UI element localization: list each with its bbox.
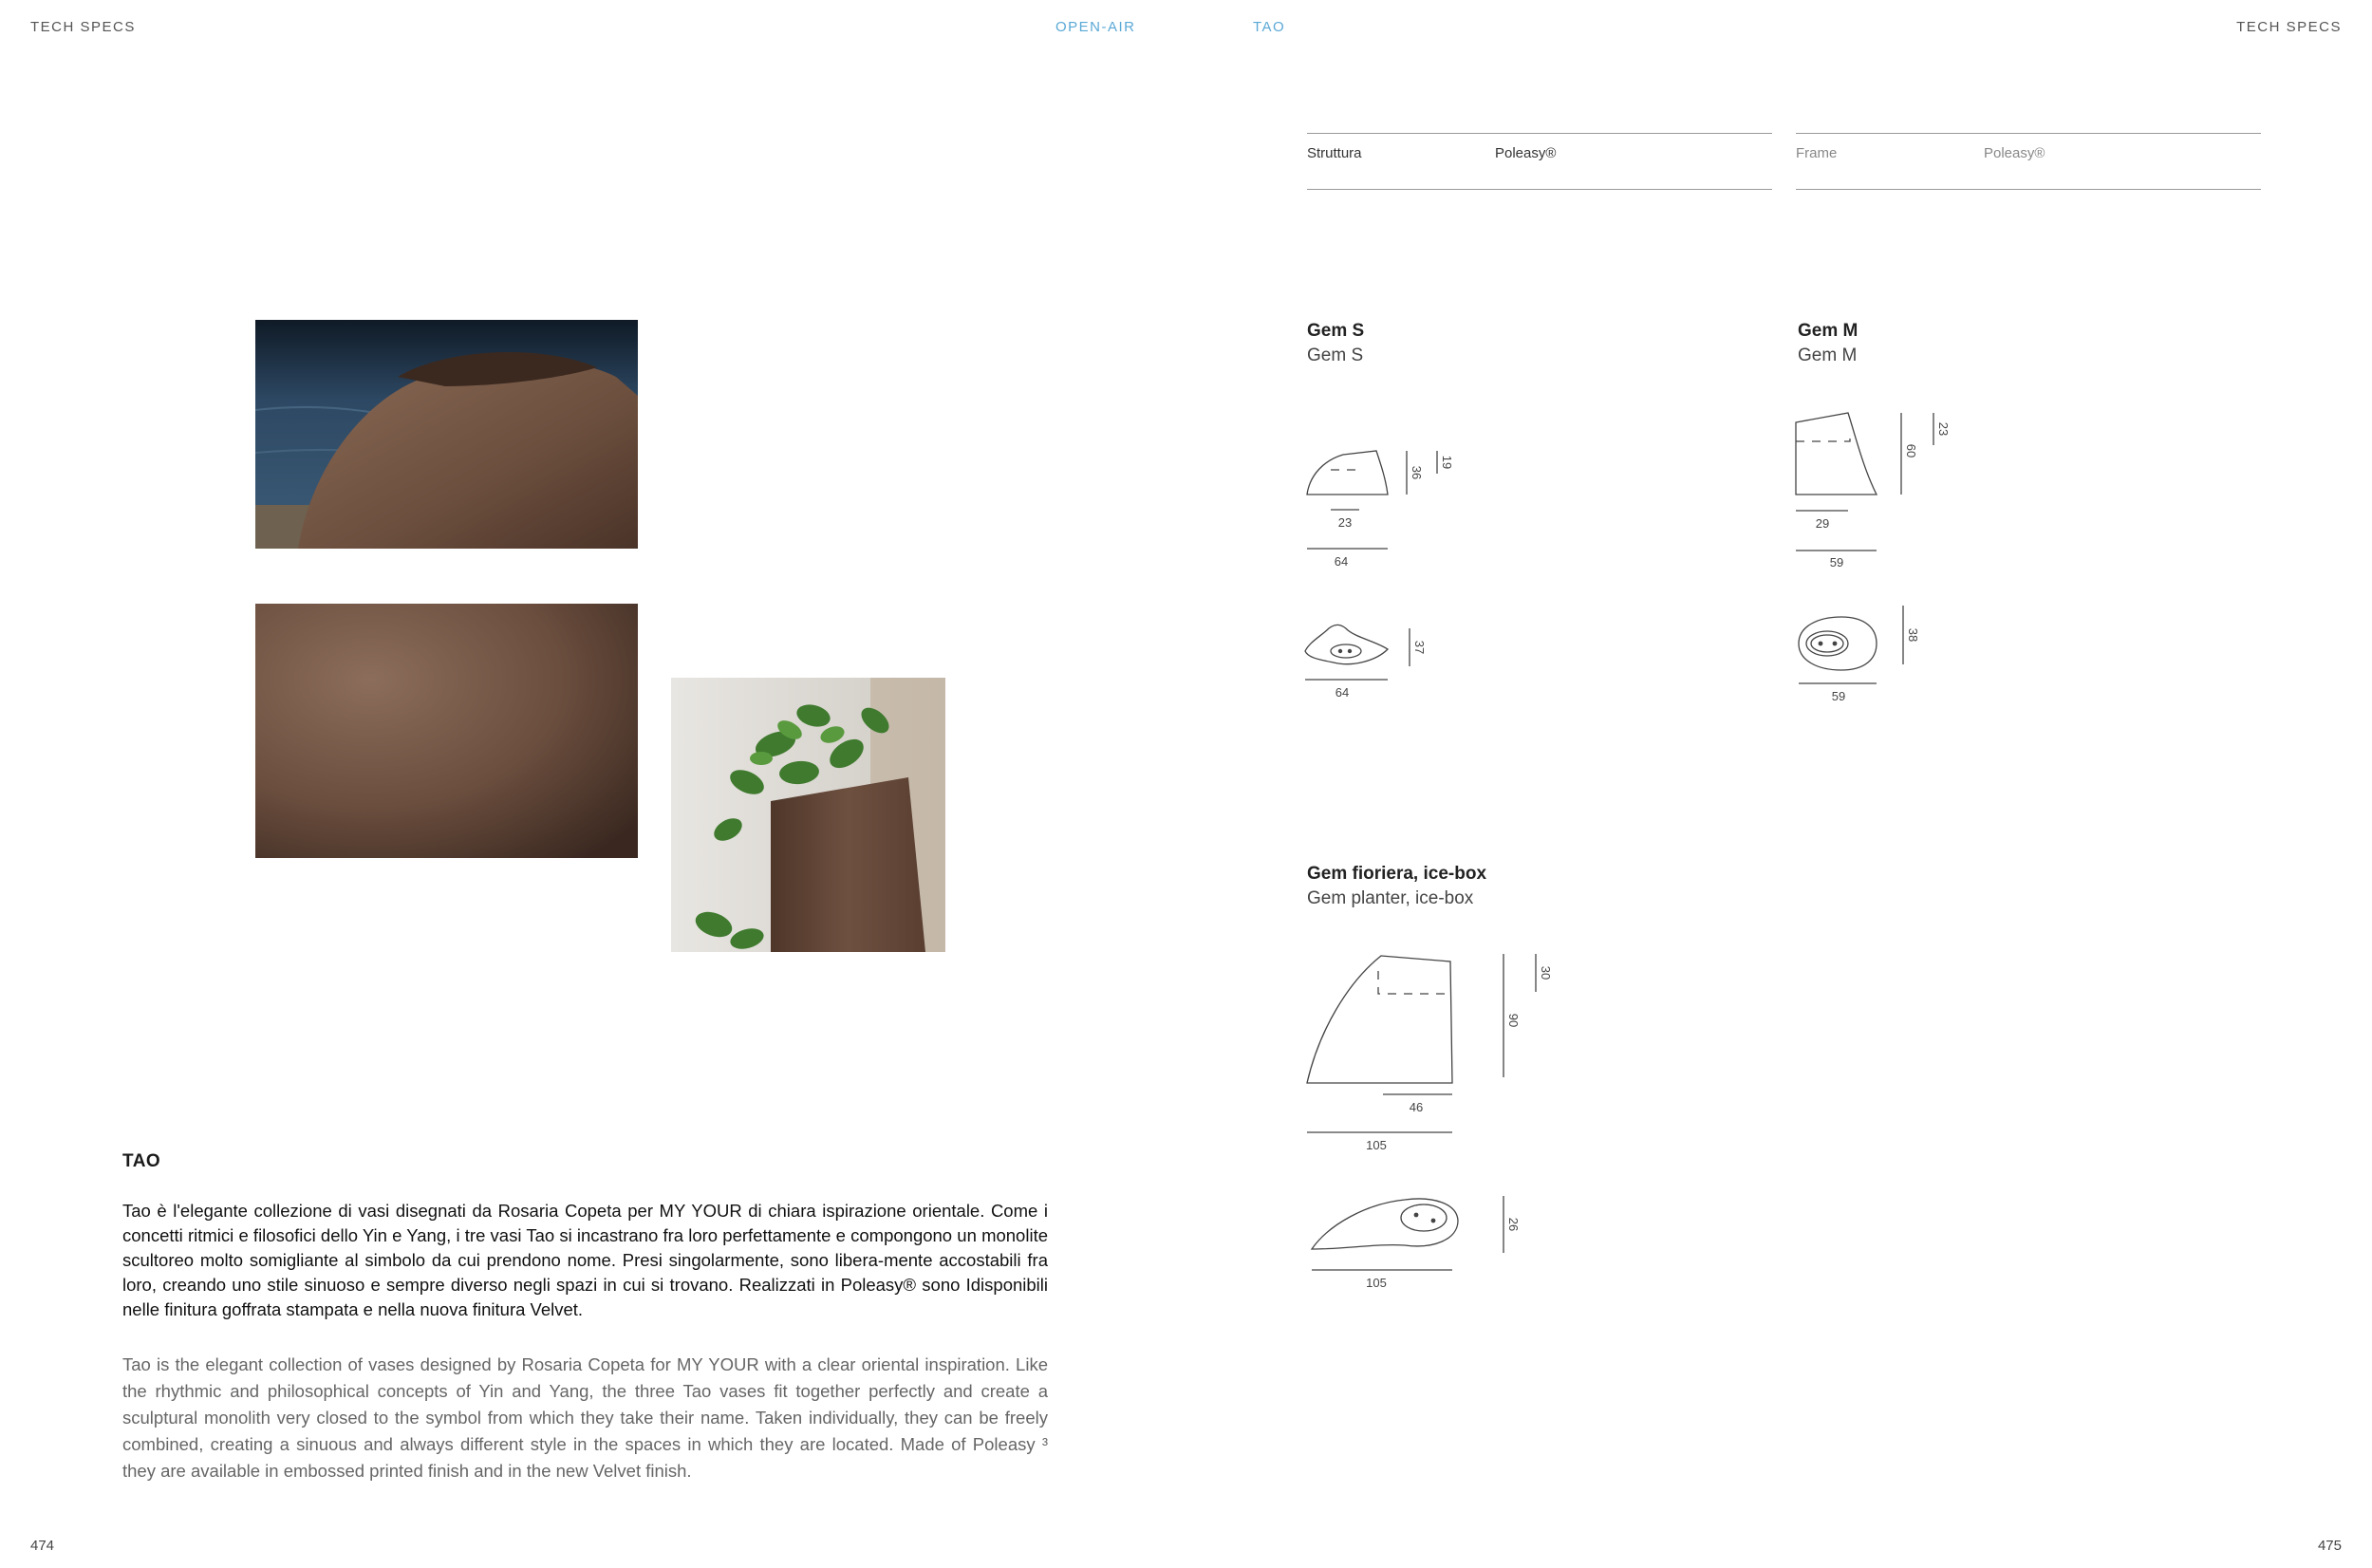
dim-gem-planter-outer-width: 105 xyxy=(1366,1138,1387,1152)
material-value-it: Poleasy® xyxy=(1495,145,1557,161)
dim-gem-m-outer-width: 59 xyxy=(1829,555,1844,569)
material-value-en: Poleasy® xyxy=(1984,145,2045,161)
dim-gem-planter-inner-height: 30 xyxy=(1539,965,1553,980)
page-number-left: 474 xyxy=(30,1538,55,1554)
description-english: Tao is the elegant collection of vases designed by Rosaria Copeta for MY YOUR with a clear oriental inspiration. Like the rhythmic and philosophical concepts of Yin and Yang, the three Tao vases fit together perfectly and create a sculptural monolith very closed to the symbol from which they take their name. Taken individually, they can be freely combined, creating a sinuous and always different style in the spaces in which they are located. Made of Poleasy ³ they are available in embossed printed finish and in the new Velvet finish. xyxy=(122,1354,1048,1481)
dim-gem-s-outer-height: 36 xyxy=(1410,465,1424,480)
dim-gem-planter-inner-width: 46 xyxy=(1409,1100,1424,1114)
dim-gem-m-inner-height: 23 xyxy=(1936,421,1951,437)
dim-gem-m-inner-width: 29 xyxy=(1815,516,1830,531)
product-title-gem-planter-it: Gem fioriera, ice-box xyxy=(1307,864,1487,884)
page-number-right: 475 xyxy=(2317,1538,2342,1554)
drawing-gem-s-side xyxy=(1300,441,1471,574)
material-table-it xyxy=(1307,133,1772,190)
dim-gem-s-top-width: 64 xyxy=(1335,685,1350,700)
dim-gem-m-top-width: 59 xyxy=(1831,689,1846,703)
material-key-it: Struttura xyxy=(1307,145,1362,161)
drawing-gem-m-side xyxy=(1789,403,1960,574)
drawing-gem-planter-top xyxy=(1300,1186,1566,1300)
photo-velvet-texture xyxy=(255,604,638,858)
dim-gem-s-inner-width: 23 xyxy=(1337,515,1353,530)
dim-gem-planter-outer-height: 90 xyxy=(1506,1013,1521,1028)
drawing-gem-planter-side xyxy=(1300,944,1566,1163)
product-title-gem-s-en: Gem S xyxy=(1307,345,1364,365)
dim-gem-s-top-depth: 37 xyxy=(1412,640,1427,655)
dim-gem-m-top-depth: 38 xyxy=(1906,627,1920,643)
product-title-gem-m-it: Gem M xyxy=(1798,321,1858,341)
product-title-gem-planter-en: Gem planter, ice-box xyxy=(1307,888,1474,908)
photo-planter-with-plant xyxy=(671,678,945,952)
photo-pot-by-water xyxy=(255,320,638,549)
nav-open-air[interactable]: OPEN-AIR xyxy=(1055,19,1136,35)
material-table-en xyxy=(1796,133,2261,190)
header-right-label: TECH SPECS xyxy=(2236,19,2342,35)
header-left-label: TECH SPECS xyxy=(30,19,136,35)
dim-gem-planter-top-width: 105 xyxy=(1366,1276,1387,1290)
product-title-gem-s-it: Gem S xyxy=(1307,321,1365,341)
dim-gem-s-outer-width: 64 xyxy=(1334,554,1349,569)
product-title-gem-m-en: Gem M xyxy=(1798,345,1858,365)
description-italian: Tao è l'elegante collezione di vasi disegnati da Rosaria Copeta per MY YOUR di chiara ispirazione orientale. Come i concetti ritmici e filosofici dello Yin e Yang, i tre vasi Tao si incastrano fra loro perfettamente e compongono un monolite scultoreo molto somigliante al simbolo da cui prendono nome. Presi singolarmente, sono libera-mente accostabili fra loro, creando uno stile sinuoso e sempre diverso negli spazi in cui si trovano. Realizzati in Poleasy® sono Idisponibili nelle finitura goffrata stampata e nella nuova finitura Velvet. xyxy=(122,1201,1048,1319)
material-key-en: Frame xyxy=(1796,145,1838,161)
description-title: TAO xyxy=(122,1151,161,1171)
drawing-gem-m-top xyxy=(1789,598,1932,712)
dim-gem-m-outer-height: 60 xyxy=(1904,443,1918,458)
dim-gem-s-inner-height: 19 xyxy=(1440,455,1454,470)
drawing-gem-s-top xyxy=(1300,615,1443,710)
dim-gem-planter-top-depth: 26 xyxy=(1506,1217,1521,1232)
nav-tao[interactable]: TAO xyxy=(1253,19,1286,35)
